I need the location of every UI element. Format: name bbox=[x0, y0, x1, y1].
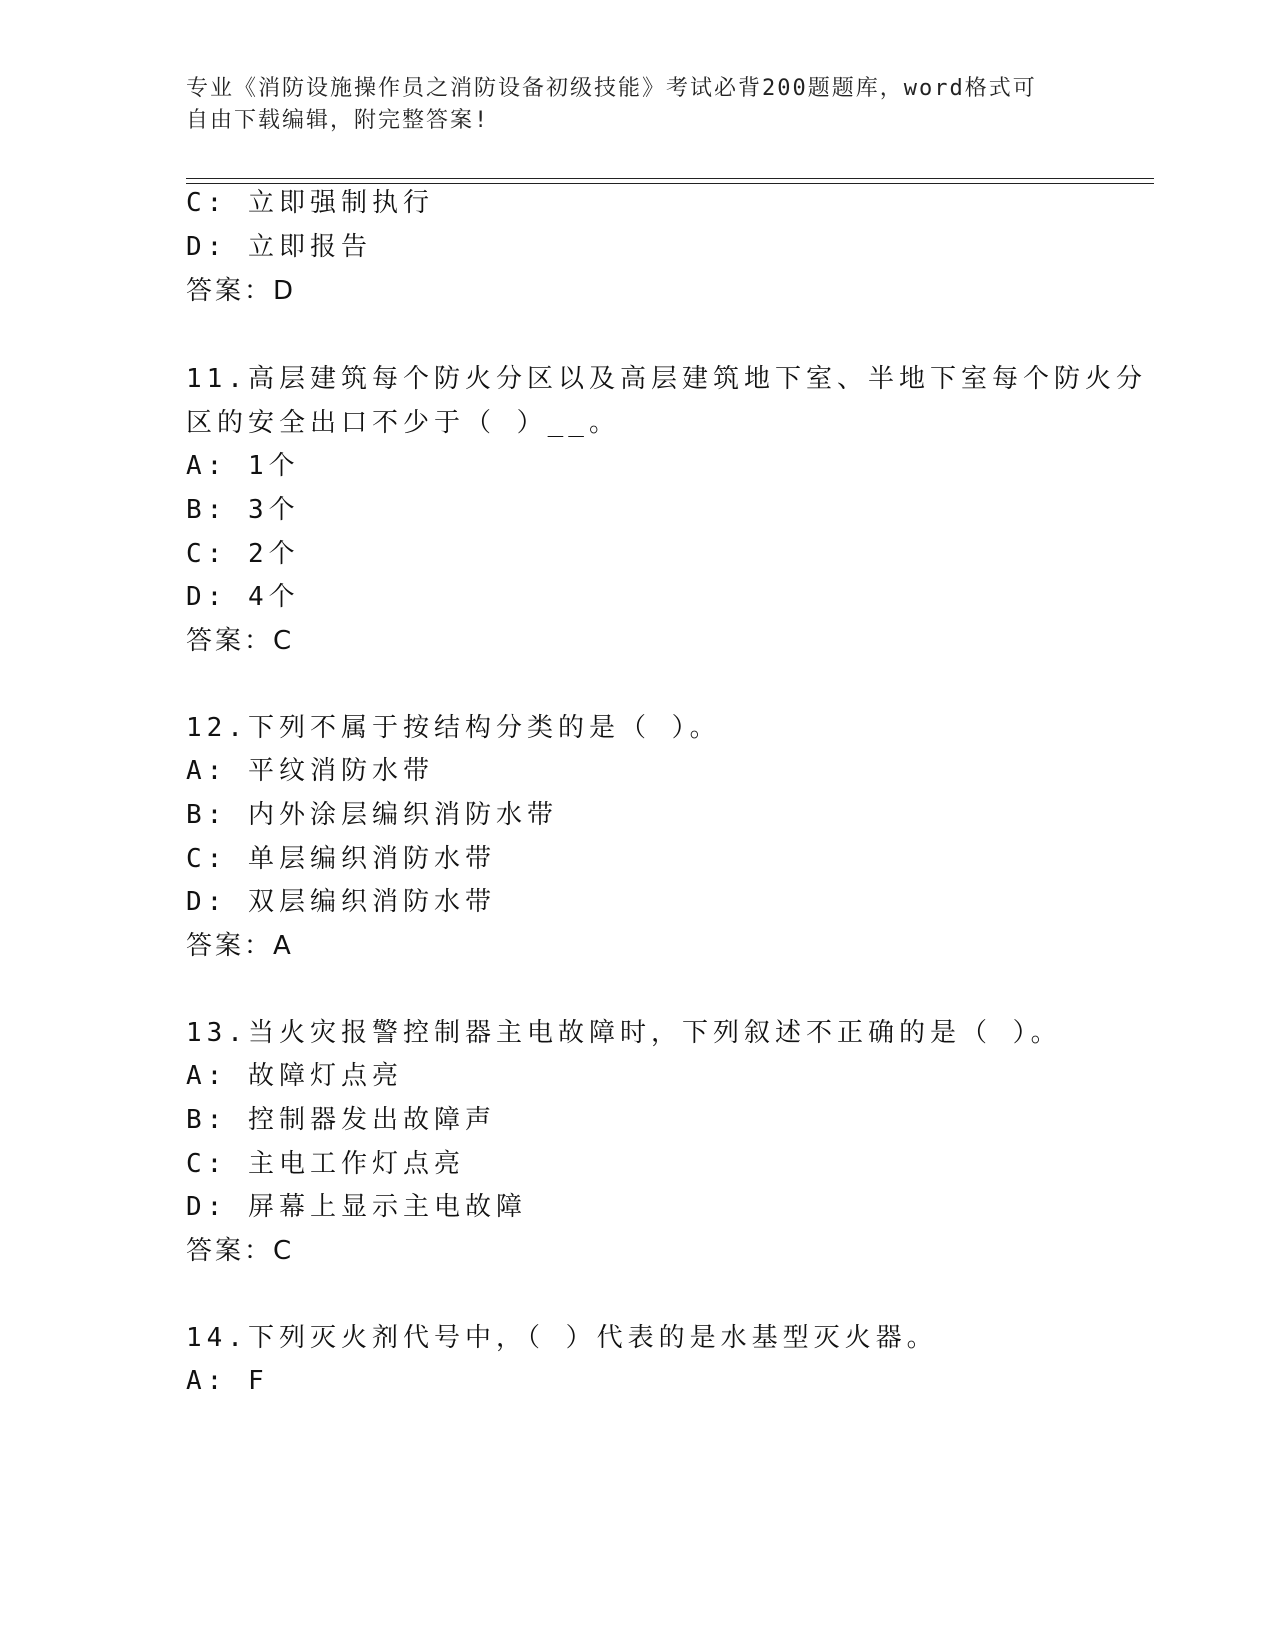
question-13-option-a: A: 故障灯点亮 bbox=[186, 1061, 403, 1091]
prev-option-d: D: 立即报告 bbox=[186, 232, 372, 262]
question-13-option-d: D: 屏幕上显示主电故障 bbox=[186, 1192, 527, 1222]
question-14-option-a: A: F bbox=[186, 1366, 269, 1396]
question-11-option-c: C: 2个 bbox=[186, 539, 300, 569]
question-12-option-c: C: 单层编织消防水带 bbox=[186, 844, 496, 874]
question-13-option-c: C: 主电工作灯点亮 bbox=[186, 1149, 465, 1179]
question-11-answer: 答案：C bbox=[186, 626, 295, 656]
header-line-1: 专业《消防设施操作员之消防设备初级技能》考试必背200题题库，word格式可 bbox=[186, 76, 1037, 101]
prev-answer: 答案：D bbox=[186, 276, 297, 306]
question-12-stem-line-1: 12.下列不属于按结构分类的是（ ）。 bbox=[186, 713, 721, 743]
header-divider-bottom bbox=[186, 183, 1154, 184]
question-11-stem-line-1: 11.高层建筑每个防火分区以及高层建筑地下室、半地下室每个防火分 bbox=[186, 364, 1147, 394]
question-13-stem-line-1: 13.当火灾报警控制器主电故障时，下列叙述不正确的是（ ）。 bbox=[186, 1018, 1062, 1048]
header-line-2: 自由下载编辑，附完整答案! bbox=[186, 108, 490, 133]
question-13-answer: 答案：C bbox=[186, 1236, 295, 1266]
question-11-stem-line-2: 区的安全出口不少于（ ）__。 bbox=[186, 408, 620, 438]
question-12-option-b: B: 内外涂层编织消防水带 bbox=[186, 800, 558, 830]
question-11-option-d: D: 4个 bbox=[186, 582, 300, 612]
header-divider-top bbox=[186, 178, 1154, 179]
prev-option-c: C: 立即强制执行 bbox=[186, 188, 434, 218]
question-13-option-b: B: 控制器发出故障声 bbox=[186, 1105, 496, 1135]
question-12-option-d: D: 双层编织消防水带 bbox=[186, 887, 496, 917]
question-11-option-a: A: 1个 bbox=[186, 451, 300, 481]
document-header bbox=[186, 73, 1066, 137]
question-14-stem-line-1: 14.下列灭火剂代号中，（ ）代表的是水基型灭火器。 bbox=[186, 1323, 938, 1353]
question-12-answer: 答案：A bbox=[186, 931, 294, 961]
question-11-option-b: B: 3个 bbox=[186, 495, 300, 525]
question-12-option-a: A: 平纹消防水带 bbox=[186, 756, 434, 786]
